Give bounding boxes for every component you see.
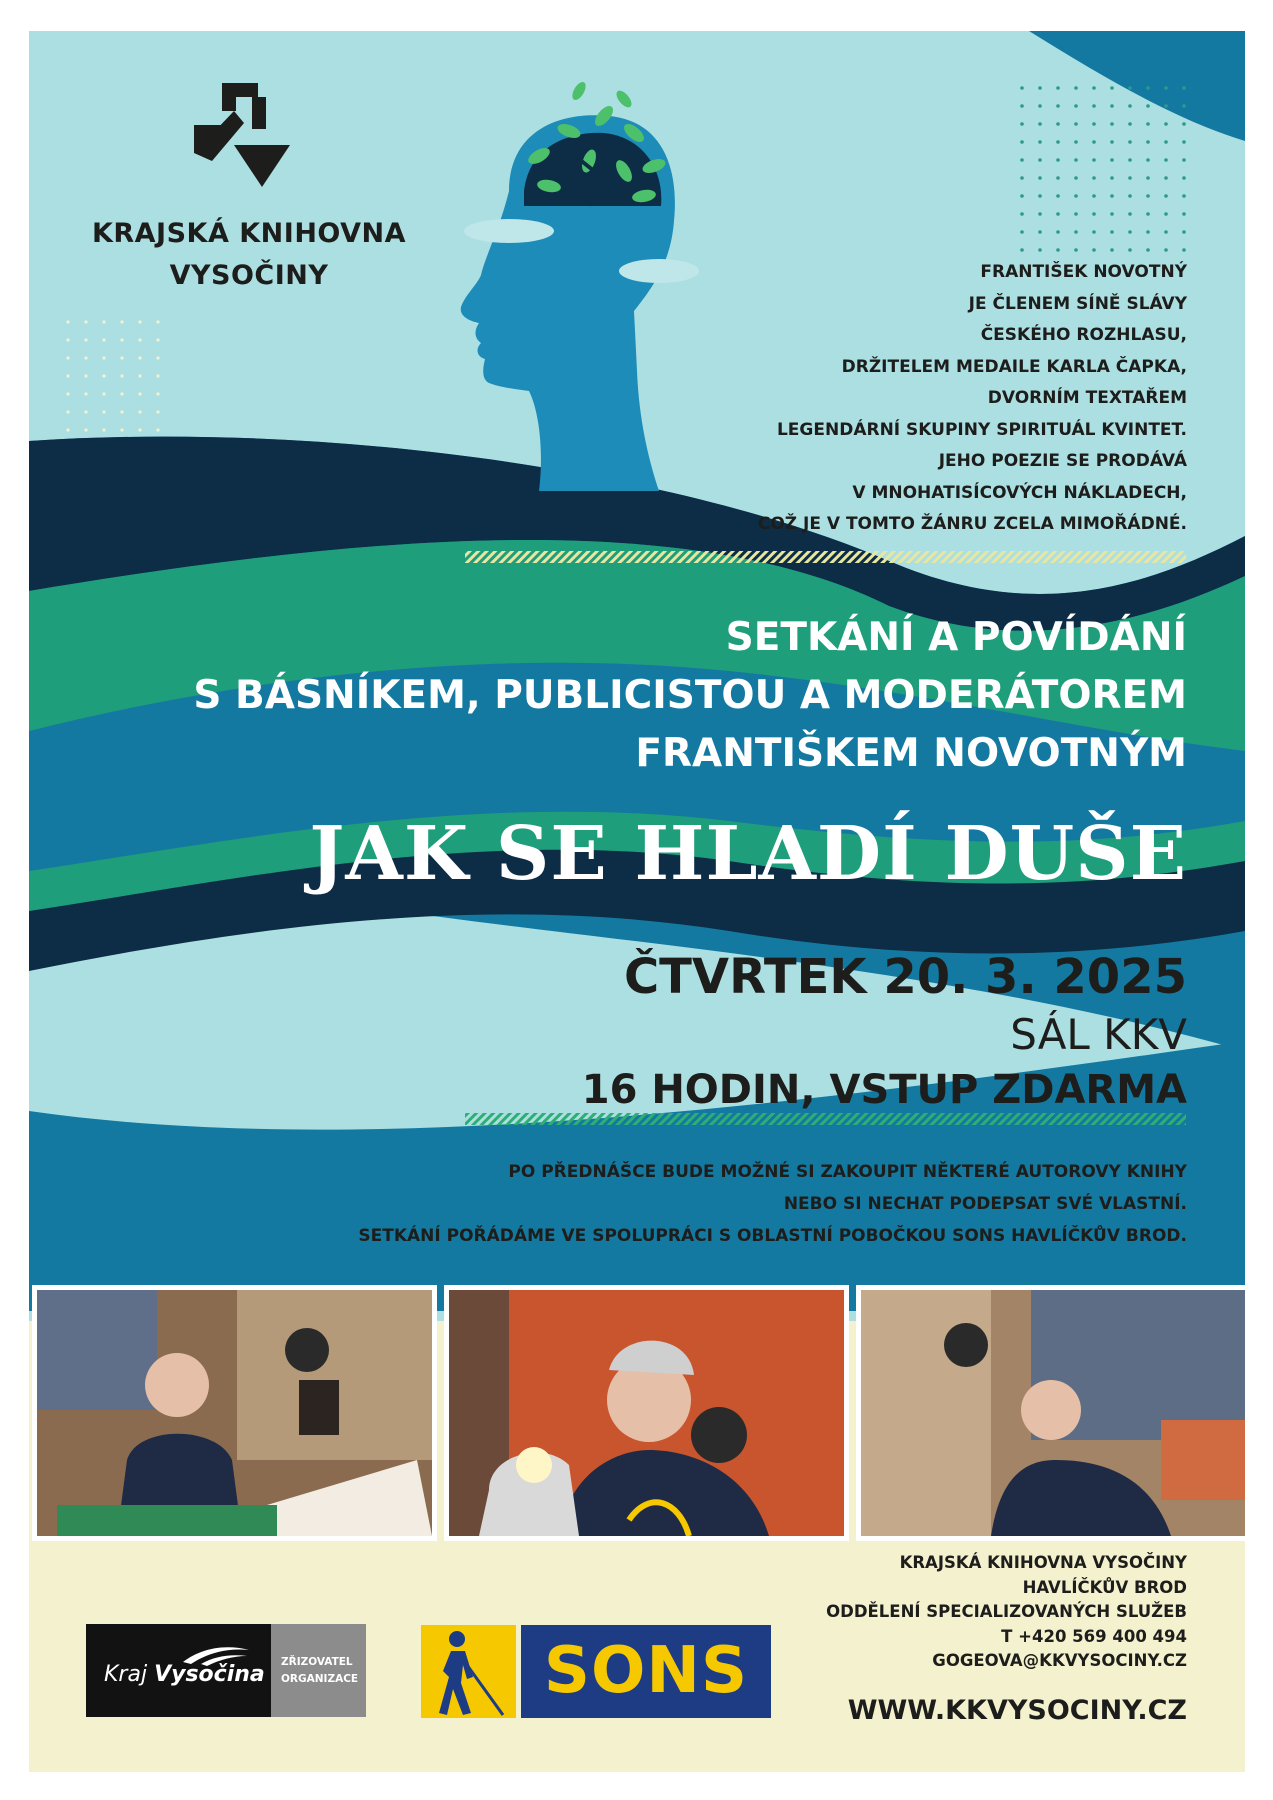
divider-hatch-top xyxy=(465,551,1186,563)
event-notes xyxy=(187,1156,1187,1252)
contact-email[interactable]: GOGEOVA@KKVYSOCINY.CZ xyxy=(932,1651,1187,1670)
founder-label xyxy=(271,1624,366,1717)
bio-line: DVORNÍM TEXTAŘEM xyxy=(987,388,1187,408)
event-title: JAK SE HLADÍ DUŠE xyxy=(309,811,1187,897)
contact-line: ODDĚLENÍ SPECIALIZOVANÝCH SLUŽEB xyxy=(826,1602,1187,1621)
note-line: NEBO SI NECHAT PODEPSAT SVÉ VLASTNÍ. xyxy=(783,1194,1187,1214)
subtitle-line: FRANTIŠKEM NOVOTNÝM xyxy=(635,731,1187,776)
dot-grid-left xyxy=(59,306,169,436)
event-time: 16 HODIN, VSTUP ZDARMA xyxy=(581,1067,1187,1113)
note-line: PO PŘEDNÁŠCE BUDE MOŽNÉ SI ZAKOUPIT NĚKTERÉ AUTOROVY KNIHY xyxy=(508,1162,1187,1182)
website-link[interactable]: WWW.KKVYSOCINY.CZ xyxy=(847,1695,1187,1726)
event-date: ČTVRTEK 20. 3. 2025 xyxy=(623,949,1187,1005)
photo-author-1 xyxy=(32,1285,437,1541)
photo-author-3 xyxy=(856,1285,1245,1541)
bio-line: ČESKÉHO ROZHLASU, xyxy=(980,325,1187,345)
photo-author-2 xyxy=(444,1285,849,1541)
subtitle-line: S BÁSNÍKEM, PUBLICISTOU A MODERÁTOREM xyxy=(193,673,1187,718)
sons-wordmark: SONS xyxy=(521,1625,771,1718)
library-logo-icon xyxy=(194,83,290,187)
bio-text xyxy=(567,257,1187,541)
kraj-name: Vysočina xyxy=(154,1662,265,1687)
library-name-line2: VYSOČINY xyxy=(169,260,329,291)
event-venue: SÁL KKV xyxy=(1010,1010,1187,1059)
contact-phone: T +420 569 400 494 xyxy=(1001,1626,1187,1646)
kraj-vysocina-logo xyxy=(86,1624,366,1717)
kraj-logo-text xyxy=(104,1662,265,1687)
kraj-logo-black-panel xyxy=(86,1624,271,1717)
contact-line: HAVLÍČKŮV BROD xyxy=(1022,1577,1187,1597)
bio-line: V MNOHATISÍCOVÝCH NÁKLADECH, xyxy=(852,482,1187,503)
bio-line: FRANTIŠEK NOVOTNÝ xyxy=(980,262,1187,282)
kraj-prefix: Kraj xyxy=(104,1662,148,1687)
event-subtitle xyxy=(37,609,1187,783)
founder-line1: ZŘIZOVATEL xyxy=(281,1655,353,1668)
library-name-line1: KRAJSKÁ KNIHOVNA xyxy=(91,218,407,249)
bio-line: COŽ JE V TOMTO ŽÁNRU ZCELA MIMOŘÁDNÉ. xyxy=(757,514,1187,534)
sons-icon-panel xyxy=(421,1625,516,1718)
subtitle-line: SETKÁNÍ A POVÍDÁNÍ xyxy=(725,615,1187,660)
bio-line: JE ČLENEM SÍNĚ SLÁVY xyxy=(968,293,1187,314)
bio-line: DRŽITELEM MEDAILE KARLA ČAPKA, xyxy=(841,356,1187,377)
sons-logo xyxy=(421,1625,771,1718)
founder-line2: ORGANIZACE xyxy=(281,1672,359,1685)
bio-line: LEGENDÁRNÍ SKUPINY SPIRITUÁL KVINTET. xyxy=(776,419,1187,440)
blind-walker-icon xyxy=(421,1625,516,1718)
dot-grid-right xyxy=(1017,86,1197,266)
note-line: SETKÁNÍ POŘÁDÁME VE SPOLUPRÁCI S OBLASTNÍ POBOČKOU SONS HAVLÍČKŮV BROD. xyxy=(358,1226,1187,1246)
poster xyxy=(29,31,1245,1772)
contact-line: KRAJSKÁ KNIHOVNA VYSOČINY xyxy=(899,1553,1187,1572)
library-name xyxy=(69,213,429,297)
bio-line: JEHO POEZIE SE PRODÁVÁ xyxy=(938,451,1187,471)
